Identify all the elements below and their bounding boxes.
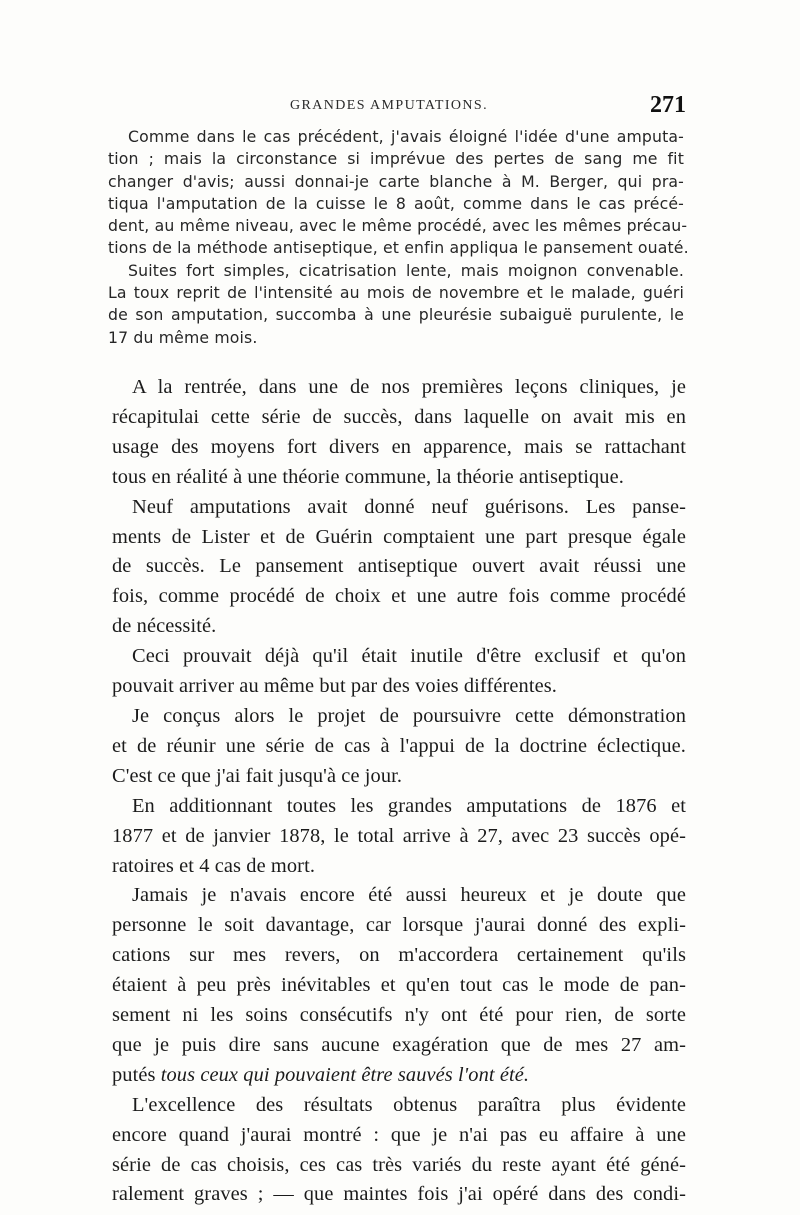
running-title: GRANDES AMPUTATIONS. — [290, 98, 489, 113]
text-line: changer d'avis; aussi donnai-je carte blanche à M. Berger, qui pra- — [108, 171, 684, 191]
text-line: que je puis dire sans aucune exagération que de mes 27 am- — [112, 1033, 686, 1056]
text-line: tiqua l'amputation de la cuisse le 8 août, comme dans le cas précé- — [108, 193, 684, 213]
text-line: A la rentrée, dans une de nos premières leçons cliniques, je — [132, 376, 686, 398]
paragraph — [108, 260, 684, 349]
text-line: 17 du même mois. — [108, 327, 258, 347]
paragraph — [112, 642, 686, 702]
text-line: série de cas choisis, ces cas très variés du reste ayant été géné- — [112, 1153, 686, 1176]
text-line: Suites fort simples, cicatrisation lente, mais moignon convenable. — [128, 260, 684, 280]
text-line: Neuf amputations avait donné neuf guérisons. Les panse- — [132, 495, 686, 518]
text-line: de nécessité. — [112, 615, 217, 638]
text-line: sement ni les soins consécutifs n'y ont été pour rien, de sorte — [112, 1004, 686, 1027]
text-line: fois, comme procédé de choix et une autre fois comme procédé — [112, 585, 686, 608]
main-text — [112, 373, 686, 1210]
case-report-text — [108, 126, 689, 349]
text-line: usage des moyens fort divers en apparence, mais se rattachant — [112, 435, 686, 458]
paragraph — [108, 126, 689, 260]
paragraph — [112, 702, 686, 792]
text-line: C'est ce que j'ai fait jusqu'à ce jour. — [112, 764, 403, 787]
text-line: personne le soit davantage, car lorsque j'aurai donné des expli- — [112, 914, 686, 937]
text-line: L'excellence des résultats obtenus paraîtra plus évidente — [132, 1093, 686, 1116]
text-line: et de réunir une série de cas à l'appui de la doctrine éclectique. — [112, 734, 686, 757]
text-line: Je conçus alors le projet de poursuivre cette démonstration — [132, 704, 686, 727]
text-line: ments de Lister et de Guérin comptaient une part presque égale — [112, 525, 686, 548]
text-line: de succès. Le pansement antiseptique ouvert avait réussi une — [112, 555, 686, 578]
text-line: étaient à peu près inévitables et qu'en tout cas le mode de pan- — [112, 974, 686, 997]
text-line: cations sur mes revers, on m'accordera certainement qu'ils — [112, 944, 686, 967]
text-line: Jamais je n'avais encore été aussi heureux et je doute que — [132, 884, 686, 907]
text-line: tions de la méthode antiseptique, et enfin appliqua le pansement ouaté. — [108, 238, 689, 258]
text-line: ratoires et 4 cas de mort. — [112, 854, 316, 877]
text-line: La toux reprit de l'intensité au mois de novembre et le malade, guéri — [108, 283, 684, 303]
italic-emphasis: tous ceux qui pouvaient être sauvés l'ont été. — [160, 1063, 530, 1086]
text-line — [112, 1061, 686, 1091]
text-line: pouvait arriver au même but par des voies différentes. — [112, 675, 557, 698]
paragraph — [112, 792, 686, 882]
paragraph — [112, 1091, 686, 1211]
text-line: dent, au même niveau, avec le même procédé, avec les mêmes précau- — [108, 216, 688, 236]
text-line: Comme dans le cas précédent, j'avais éloigné l'idée d'une amputa- — [128, 127, 684, 146]
page-number: 271 — [650, 92, 686, 118]
paragraph — [112, 373, 686, 493]
paragraph — [112, 881, 686, 1090]
text-line: de son amputation, succomba à une pleurésie subaiguë purulente, le — [108, 305, 684, 325]
text-line: ralement graves ; — que maintes fois j'ai opéré dans des condi- — [112, 1183, 686, 1206]
text-line: tous en réalité à une théorie commune, la théorie antiseptique. — [112, 465, 624, 488]
paragraph — [112, 493, 686, 643]
text-line: En additionnant toutes les grandes amputations de 1876 et — [132, 794, 686, 817]
text-line: récapitulai cette série de succès, dans laquelle on avait mis en — [112, 405, 686, 428]
text-line: 1877 et de janvier 1878, le total arrive à 27, avec 23 succès opé- — [112, 824, 686, 847]
text-fragment: putés — [112, 1063, 161, 1086]
text-line: Ceci prouvait déjà qu'il était inutile d'être exclusif et qu'on — [132, 645, 686, 668]
text-line: encore quand j'aurai montré : que je n'ai pas eu affaire à une — [112, 1123, 686, 1146]
running-head — [110, 92, 690, 128]
text-line: tion ; mais la circonstance si imprévue des pertes de sang me fit — [108, 149, 684, 169]
